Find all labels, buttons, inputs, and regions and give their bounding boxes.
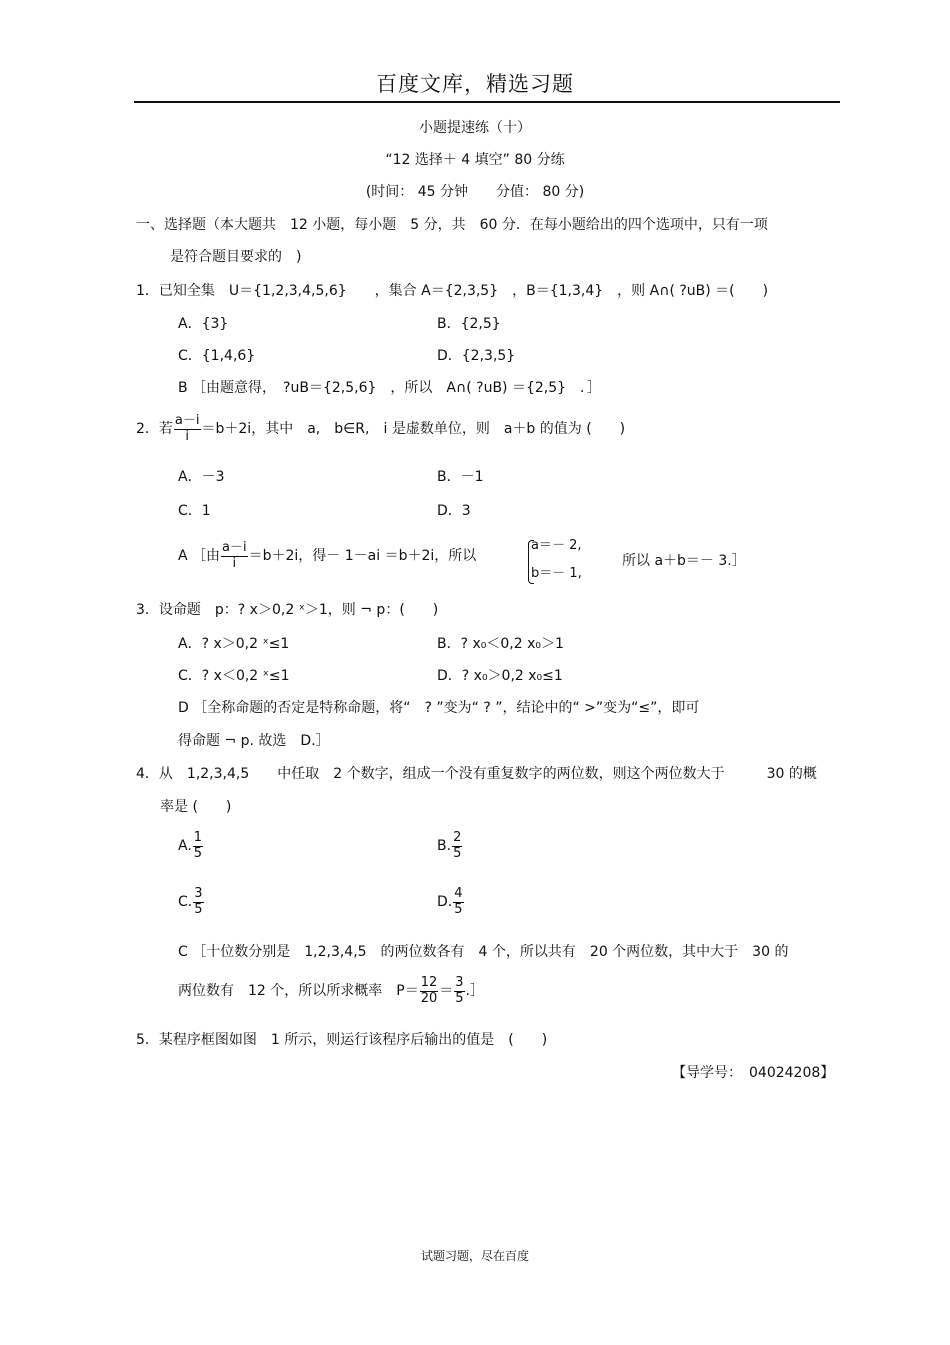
q2-answer-middle: ＝b＋2i，得－ 1－ai ＝b＋2i，所以 — [248, 548, 477, 565]
exercise-title: 小题提速练（十） — [419, 120, 531, 136]
q4-answer-fraction2-numerator: 3 — [455, 975, 464, 990]
q4-answer-fraction2 — [454, 976, 464, 1007]
q2-option-b: B．－1 — [437, 469, 484, 485]
q4-option-b-label: B. — [437, 838, 452, 855]
q4-answer-fraction1-denominator: 20 — [420, 990, 438, 1006]
q1-answer: B ［由题意得， ?uB＝{2,5,6} ，所以 A∩( ?uB) ＝{2,5} ．］ — [178, 380, 602, 396]
q4-option-a-numerator: 1 — [193, 830, 203, 845]
q4-option-d — [437, 887, 465, 918]
q4-option-a — [178, 831, 204, 862]
q4-answer-fraction2-denominator: 5 — [455, 990, 464, 1006]
q4-answer-prefix: 两位数有 12 个，所以所求概率 P＝ — [178, 983, 419, 1000]
q4-answer-line1: C ［十位数分别是 1,2,3,4,5 的两位数各有 4 个，所以共有 20 个两位数，其中大于 30 的 — [178, 944, 789, 960]
q2-answer-prefix: A ［由 — [178, 548, 221, 565]
q2-answer-end: 所以 a＋b＝－ 3.］ — [622, 553, 746, 569]
exercise-subtitle: “12 选择＋ 4 填空” 80 分练 — [385, 152, 565, 168]
q3-answer-line2: 得命题 ¬ p. 故选 D.］ — [178, 733, 330, 749]
q4-answer-equals: ＝ — [439, 983, 454, 1000]
q4-option-c-fraction — [193, 887, 203, 918]
q4-stem-line2: 率是 ( ) — [160, 799, 232, 815]
q4-option-a-denominator: 5 — [193, 845, 203, 861]
q4-option-d-label: D. — [437, 894, 453, 911]
q4-option-a-fraction — [193, 831, 203, 862]
q1-option-c: C．{1,4,6} — [178, 348, 256, 364]
q4-answer-end: .］ — [465, 983, 484, 1000]
page-footer: 试题习题，尽在百度 — [420, 1249, 529, 1263]
section-heading-line2: 是符合题目要求的 ) — [170, 249, 302, 265]
q3-option-b: B．? x₀＜0,2 x₀＞1 — [437, 636, 564, 652]
q4-stem-line1: 4．从 1,2,3,4,5 中任取 2 个数字，组成一个没有重复数字的两位数，则这个两位数大于 30 的概 — [136, 766, 817, 782]
q2-fraction-denominator: i — [185, 428, 190, 444]
q2-option-d: D．3 — [437, 503, 471, 519]
q1-option-b: B．{2,5} — [437, 316, 501, 332]
q4-option-c-numerator: 3 — [194, 886, 203, 901]
time-info: (时间： 45 分钟 分值： 80 分) — [365, 184, 585, 200]
q2-system-eq2: b＝－ 1, — [531, 566, 582, 581]
q1-option-a: A．{3} — [178, 316, 229, 332]
q1-stem: 1．已知全集 U＝{1,2,3,4,5,6} ，集合 A＝{2,3,5} ，B＝{1,3,4} ，则 A∩( ?uB) ＝( ) — [136, 283, 769, 299]
q4-option-d-fraction — [453, 887, 463, 918]
q2-answer-fraction-denominator: i — [232, 555, 237, 571]
q4-answer-fraction1-numerator: 12 — [420, 975, 438, 990]
q2-fraction — [174, 414, 201, 445]
q4-answer-line2 — [178, 976, 484, 1007]
q4-option-b-numerator: 2 — [453, 830, 462, 845]
page-header-title: 百度文库，精选习题 — [376, 72, 574, 96]
q4-answer-fraction1 — [420, 976, 439, 1007]
q4-option-b-fraction — [452, 831, 462, 862]
header-rule — [134, 101, 840, 103]
q2-fraction-numerator: a－i — [174, 413, 200, 428]
q4-option-d-denominator: 5 — [454, 901, 463, 917]
q5-stem: 5．某程序框图如图 1 所示，则运行该程序后输出的值是 ( ) — [136, 1032, 548, 1048]
q3-option-c: C．? x＜0,2 ˣ≤1 — [178, 668, 290, 684]
guide-number: 【导学号： 04024208】 — [672, 1065, 835, 1081]
q4-option-c — [178, 887, 205, 918]
q2-stem — [136, 414, 625, 445]
q2-answer-fraction-numerator: a－i — [222, 540, 247, 555]
q2-answer-fraction — [221, 541, 248, 572]
q2-stem-rest: ＝b＋2i，其中 a, b∈R, i 是虚数单位，则 a＋b 的值为 ( ) — [201, 421, 626, 438]
q4-option-c-denominator: 5 — [194, 901, 203, 917]
section-heading-line1: 一、选择题（本大题共 12 小题，每小题 5 分，共 60 分．在每小题给出的四个选项中，只有一项 — [136, 217, 768, 233]
q2-number: 2．若 — [136, 421, 173, 438]
q4-option-d-numerator: 4 — [454, 886, 463, 901]
q4-option-b — [437, 831, 463, 862]
q4-option-c-label: C. — [178, 894, 193, 911]
q2-answer — [178, 541, 476, 572]
q3-stem: 3．设命题 p：? x＞0,2 ˣ＞1，则 ¬ p：( ) — [136, 602, 439, 618]
q3-option-a: A．? x＞0,2 ˣ≤1 — [178, 636, 290, 652]
q1-option-d: D．{2,3,5} — [437, 348, 516, 364]
q4-option-b-denominator: 5 — [453, 845, 462, 861]
q2-system-eq1: a＝－ 2, — [531, 538, 582, 553]
q3-option-d: D．? x₀＞0,2 x₀≤1 — [437, 668, 563, 684]
q2-option-a: A．－3 — [178, 469, 225, 485]
q2-option-c: C．1 — [178, 503, 211, 519]
q3-answer-line1: D ［全称命题的否定是特称命题，将“ ? ”变为“ ? ”，结论中的“ >”变为“≤”，即可 — [178, 700, 700, 716]
q4-option-a-label: A. — [178, 838, 192, 855]
